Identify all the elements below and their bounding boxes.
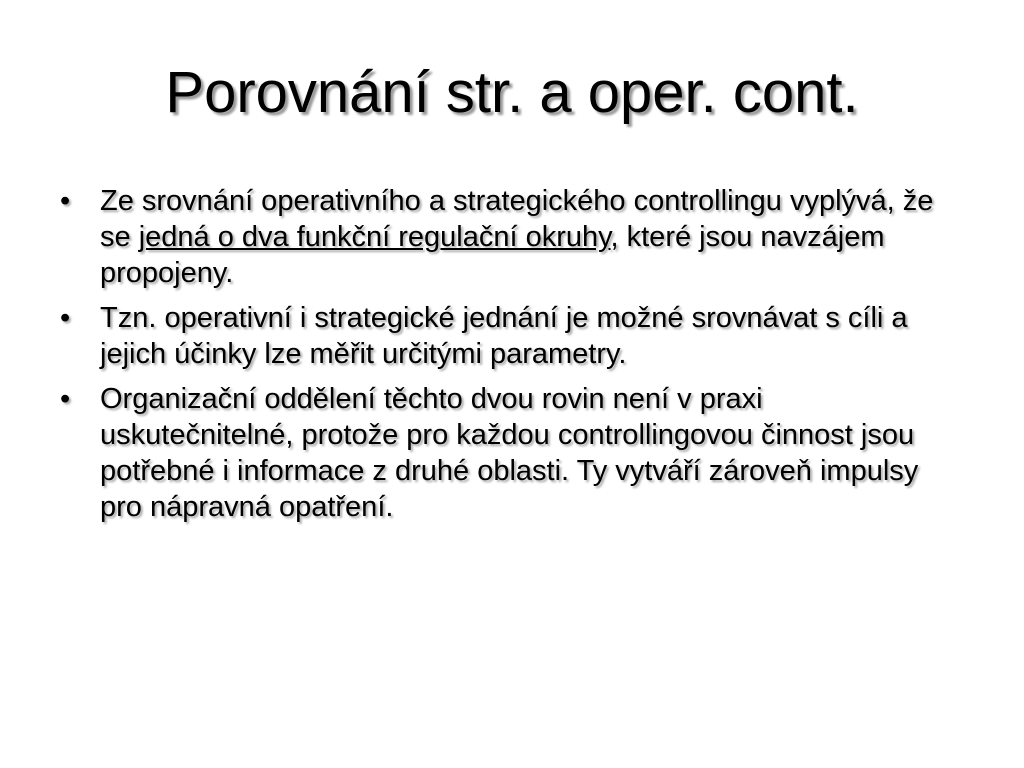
bullet-1-text-before: Ze srovnání operativního a strategického controllingu vyplývá, že se xyxy=(100,185,934,253)
bullet-3-text: Organizační oddělení těchto dvou rovin není v praxi uskutečnitelné, protože pro každou controllingovou činnost jsou potřebné i informace z druhé oblasti. Ty vytváří zároveň impulsy pro nápravná opatření. xyxy=(100,383,919,523)
bullet-marker: • xyxy=(60,383,71,415)
bullet-2-text: Tzn. operativní i strategické jednání je možné srovnávat s cíli a jejich účinky lze měřit určitými parametry. xyxy=(100,302,908,370)
slide-title: Porovnání str. a oper. cont. xyxy=(165,60,859,125)
bullet-marker: • xyxy=(60,302,71,334)
bullet-item-1 xyxy=(60,183,960,291)
bullet-1-underlined-text: jedná o dva funkční regulační okruhy xyxy=(138,221,611,253)
bullet-marker: • xyxy=(60,185,71,217)
bullet-list xyxy=(60,183,960,534)
bullet-1-text-after: , které jsou navzájem propojeny. xyxy=(100,221,885,289)
bullet-item-3 xyxy=(60,381,960,525)
bullet-item-2 xyxy=(60,300,960,372)
